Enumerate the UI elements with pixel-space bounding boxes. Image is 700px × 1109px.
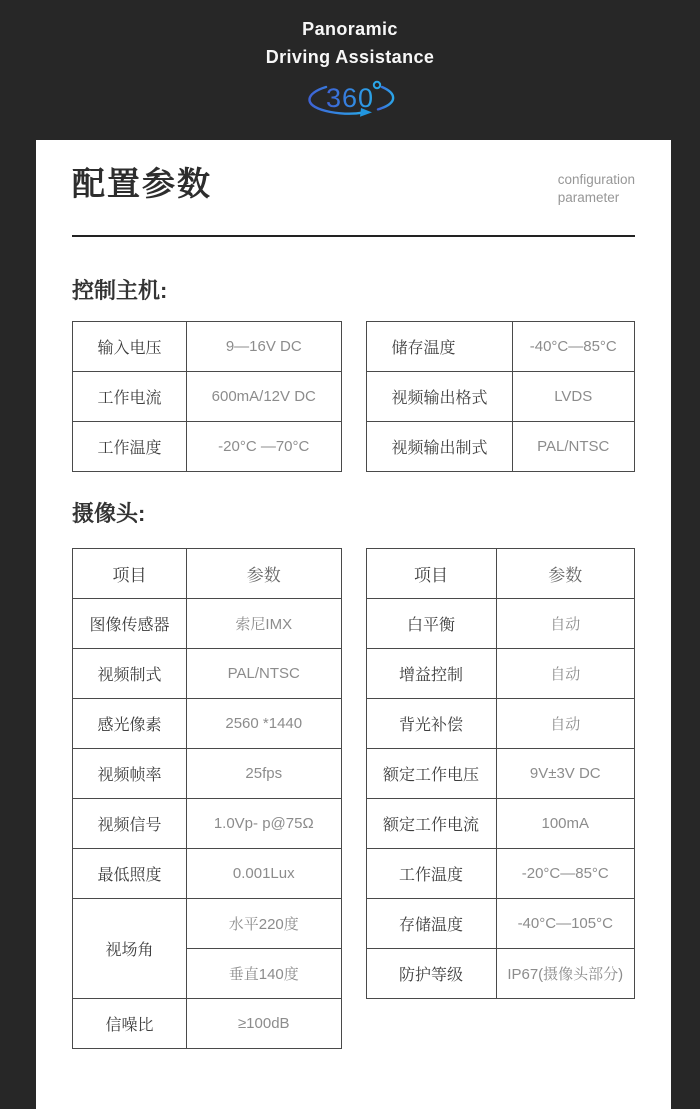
- spec-value-cell-fov-horizontal: 水平220度: [187, 899, 342, 949]
- column-header-parameter: 参数: [496, 549, 635, 599]
- column-header-item: 项目: [366, 549, 496, 599]
- spec-value-cell: 自动: [496, 599, 635, 649]
- spec-label-cell: 防护等级: [366, 949, 496, 999]
- table-row: [366, 949, 635, 999]
- camera-tables-row: [72, 548, 635, 1049]
- spec-value-cell: 9V±3V DC: [496, 749, 635, 799]
- spec-value-cell: 1.0Vp- p@75Ω: [187, 799, 342, 849]
- spec-value-cell: LVDS: [512, 372, 635, 422]
- spec-label-cell: 感光像素: [73, 699, 187, 749]
- spec-value-cell-fov-vertical: 垂直140度: [187, 949, 342, 999]
- camera-left-table: [72, 548, 342, 1049]
- spec-value-cell: 100mA: [496, 799, 635, 849]
- table-header-row: [73, 549, 342, 599]
- host-tables-row: [72, 321, 635, 472]
- spec-label-cell: 工作电流: [73, 372, 187, 422]
- spec-value-cell: -20°C —70°C: [187, 422, 342, 472]
- spec-label-cell: 视频信号: [73, 799, 187, 849]
- table-row: [366, 699, 635, 749]
- spec-value-cell: -40°C—85°C: [512, 322, 635, 372]
- table-row: [73, 749, 342, 799]
- spec-label-cell: 存储温度: [366, 899, 496, 949]
- spec-value-cell: -40°C—105°C: [496, 899, 635, 949]
- table-row: [366, 322, 635, 372]
- logo-360-wrap: [0, 75, 700, 123]
- spec-value-cell: 600mA/12V DC: [187, 372, 342, 422]
- product-title-line1: Panoramic: [302, 19, 398, 39]
- table-row: [366, 372, 635, 422]
- spec-label-cell: 额定工作电压: [366, 749, 496, 799]
- spec-value-cell: 自动: [496, 699, 635, 749]
- spec-value-cell: PAL/NTSC: [187, 649, 342, 699]
- table-header-row: [366, 549, 635, 599]
- 360-degree-logo: [300, 75, 400, 121]
- table-row-fov: [73, 899, 342, 949]
- table-row: [73, 999, 342, 1049]
- page-title: 配置参数: [72, 165, 212, 202]
- card-title-row: [72, 140, 635, 207]
- host-right-table: [366, 321, 636, 472]
- spec-label-cell: 白平衡: [366, 599, 496, 649]
- host-left-table: [72, 321, 342, 472]
- table-row: [73, 372, 342, 422]
- spec-label-cell: 增益控制: [366, 649, 496, 699]
- spec-label-cell: 输入电压: [73, 322, 187, 372]
- spec-label-cell: 储存温度: [366, 322, 512, 372]
- table-row: [73, 649, 342, 699]
- spec-label-cell: 视频制式: [73, 649, 187, 699]
- spec-value-cell: IP67(摄像头部分): [496, 949, 635, 999]
- spec-label-cell: 额定工作电流: [366, 799, 496, 849]
- table-row: [73, 699, 342, 749]
- column-header-item: 项目: [73, 549, 187, 599]
- spec-value-cell: 9—16V DC: [187, 322, 342, 372]
- spec-value-cell: PAL/NTSC: [512, 422, 635, 472]
- spec-label-cell: 工作温度: [366, 849, 496, 899]
- table-row: [73, 849, 342, 899]
- table-row: [366, 599, 635, 649]
- table-row: [366, 749, 635, 799]
- camera-right-table: [366, 548, 636, 999]
- spec-value-cell: ≥100dB: [187, 999, 342, 1049]
- spec-label-cell: 视频输出格式: [366, 372, 512, 422]
- table-row: [366, 649, 635, 699]
- subtitle-line2: parameter: [557, 190, 620, 205]
- spec-label-cell: 图像传感器: [73, 599, 187, 649]
- table-row: [366, 899, 635, 949]
- spec-value-cell: 索尼IMX: [187, 599, 342, 649]
- spec-label-cell: 视频输出制式: [366, 422, 512, 472]
- spec-value-cell: 2560 *1440: [187, 699, 342, 749]
- spec-value-cell: 0.001Lux: [187, 849, 342, 899]
- product-title-line2: Driving Assistance: [265, 47, 435, 67]
- spec-value-cell: -20°C—85°C: [496, 849, 635, 899]
- logo-360-text: 360: [325, 83, 375, 113]
- title-underline: [72, 235, 635, 237]
- table-row: [73, 322, 342, 372]
- table-row: [73, 799, 342, 849]
- spec-value-cell: 自动: [496, 649, 635, 699]
- table-row: [73, 599, 342, 649]
- spec-label-cell: 最低照度: [73, 849, 187, 899]
- section-heading-camera: 摄像头:: [72, 501, 146, 526]
- table-row: [366, 849, 635, 899]
- spec-label-cell: 背光补偿: [366, 699, 496, 749]
- degree-mark-icon: [374, 82, 380, 88]
- spec-label-cell: 视频帧率: [73, 749, 187, 799]
- spec-label-cell: 信噪比: [73, 999, 187, 1049]
- table-row: [73, 422, 342, 472]
- table-row: [366, 422, 635, 472]
- subtitle-line1: configuration: [557, 172, 635, 187]
- spec-label-cell: 工作温度: [73, 422, 187, 472]
- section-heading-host: 控制主机:: [72, 278, 168, 303]
- spec-value-cell: 25fps: [187, 749, 342, 799]
- spec-label-cell-fov: 视场角: [73, 899, 187, 999]
- rotation-arrow-right-arc: [378, 87, 393, 109]
- hero-header: [0, 0, 700, 123]
- spec-card: [36, 140, 671, 1109]
- table-row: [366, 799, 635, 849]
- column-header-parameter: 参数: [187, 549, 342, 599]
- page-subtitle-en: [558, 166, 635, 207]
